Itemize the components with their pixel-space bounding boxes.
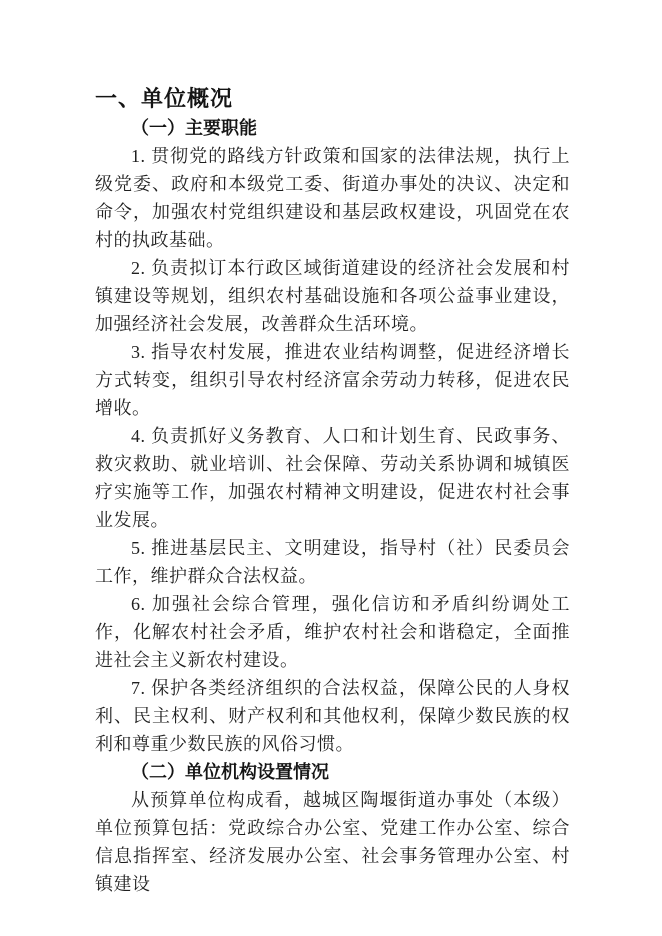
page-title: 一、单位概况	[95, 86, 234, 111]
paragraph-org-structure-1: 从预算单位构成看，越城区陶堰街道办事处（本级）单位预算包括：党政综合办公室、党建工作办公室、综合信息指挥室、经济发展办公室、社会事务管理办公室、村镇建设	[95, 790, 570, 894]
subheading-org-structure: （二）单位机构设置情况	[131, 762, 329, 782]
paragraph-function-6: 6. 加强社会综合管理，强化信访和矛盾纠纷调处工作，化解农村社会矛盾，维护农村社会和谐稳定，全面推进社会主义新农村建设。	[95, 594, 570, 670]
paragraph-function-4: 4. 负责抓好义务教育、人口和计划生育、民政事务、救灾救助、就业培训、社会保障、劳动关系协调和城镇医疗实施等工作，加强农村精神文明建设，促进农村社会事业发展。	[95, 426, 570, 530]
paragraph-function-1: 1. 贯彻党的路线方针政策和国家的法律法规，执行上级党委、政府和本级党工委、街道办事处的决议、决定和命令，加强农村党组织建设和基层政权建设，巩固党在农村的执政基础。	[95, 146, 570, 250]
paragraph-function-5: 5. 推进基层民主、文明建设，指导村（社）民委员会工作，维护群众合法权益。	[95, 538, 570, 586]
paragraph-function-3: 3. 指导农村发展，推进农业结构调整，促进经济增长方式转变，组织引导农村经济富余劳动力转移，促进农民增收。	[95, 342, 570, 418]
subheading-main-functions: （一）主要职能	[131, 118, 257, 138]
paragraph-function-2: 2. 负责拟订本行政区域街道建设的经济社会发展和村镇建设等规划，组织农村基础设施和各项公益事业建设，加强经济社会发展，改善群众生活环境。	[95, 258, 570, 334]
paragraph-function-7: 7. 保护各类经济组织的合法权益，保障公民的人身权利、民主权利、财产权利和其他权利，保障少数民族的权利和尊重少数民族的风俗习惯。	[95, 678, 570, 754]
